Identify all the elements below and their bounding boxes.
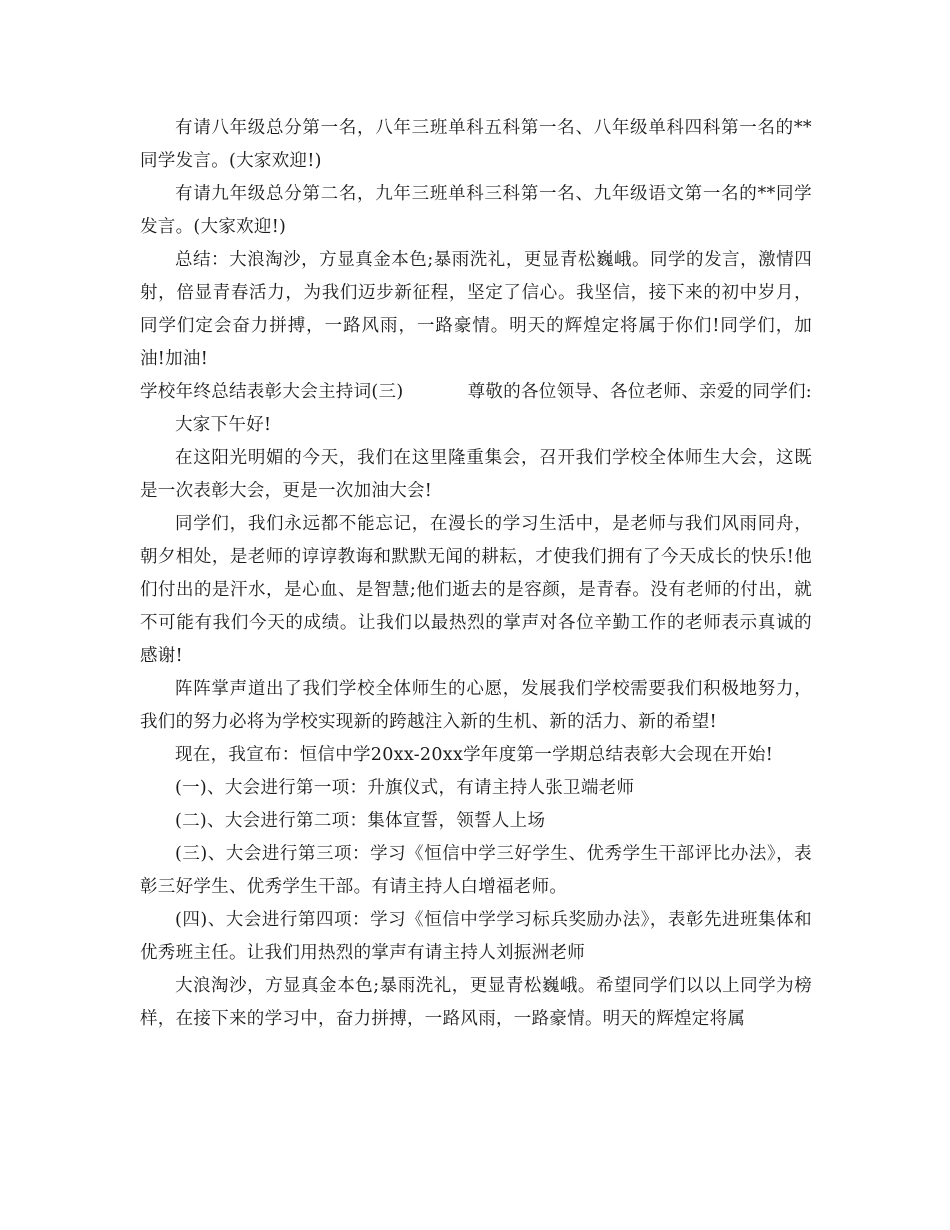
paragraph-summary: 总结：大浪淘沙，方显真金本色;暴雨洗礼，更显青松巍峨。同学的发言，激情四射，倍显青春活力，为我们迈步新征程，坚定了信心。我坚信，接下来的初中岁月，同学们定会奋力拼搏，一路风雨，一路豪情。明天的辉煌定将属于你们!同学们，加油!加油!: [140, 250, 812, 369]
paragraph-grade9-speech: 有请九年级总分第二名，九年三班单科三科第一名、九年级语文第一名的**同学发言。(大家欢迎!): [140, 184, 812, 237]
paragraph-thanks-teachers: 同学们，我们永远都不能忘记，在漫长的学习生活中，是老师与我们风雨同舟，朝夕相处，是老师的谆谆教诲和默默无闻的耕耘，才使我们拥有了今天成长的快乐!他们付出的是汗水，是心血、是智慧;他们逝去的是容颜，是青春。没有老师的付出，就不可能有我们今天的成绩。让我们以最热烈的掌声对各位辛勤工作的老师表示真诚的感谢!: [140, 514, 812, 666]
paragraph-grade8-speech: 有请八年级总分第一名，八年三班单科五科第一名、八年级单科四科第一名的**同学发言。(大家欢迎!): [140, 118, 812, 171]
document-body: [140, 112, 812, 1036]
section-title: 学校年终总结表彰大会主持词(三): [140, 382, 404, 402]
paragraph-applause: 阵阵掌声道出了我们学校全体师生的心愿，发展我们学校需要我们积极地努力，我们的努力必将为学校实现新的跨越注入新的生机、新的活力、新的希望!: [140, 679, 812, 732]
agenda-item-2: (二)、大会进行第二项：集体宣誓，领誓人上场: [175, 811, 546, 831]
section-heading-line: [140, 376, 812, 409]
agenda-item-3: (三)、大会进行第三项：学习《恒信中学三好学生、优秀学生干部评比办法》，表彰三好学生、优秀学生干部。有请主持人白增福老师。: [140, 844, 812, 897]
paragraph-closing: 大浪淘沙，方显真金本色;暴雨洗礼，更显青松巍峨。希望同学们以以上同学为榜样，在接下来的学习中，奋力拼搏，一路风雨，一路豪情。明天的辉煌定将属: [140, 976, 812, 1029]
paragraph-opening: 在这阳光明媚的今天，我们在这里隆重集会，召开我们学校全体师生大会，这既是一次表彰大会，更是一次加油大会!: [140, 448, 812, 501]
paragraph-announcement: 现在，我宣布：恒信中学20xx-20xx学年度第一学期总结表彰大会现在开始!: [175, 745, 774, 765]
agenda-item-4: (四)、大会进行第四项：学习《恒信中学学习标兵奖励办法》，表彰先进班集体和优秀班主任。让我们用热烈的掌声有请主持人刘振洲老师: [140, 910, 812, 963]
paragraph-greeting: 大家下午好!: [175, 415, 272, 435]
agenda-item-1: (一)、大会进行第一项：升旗仪式，有请主持人张卫端老师: [175, 778, 635, 798]
section-salutation: 尊敬的各位领导、各位老师、亲爱的同学们:: [467, 382, 812, 402]
